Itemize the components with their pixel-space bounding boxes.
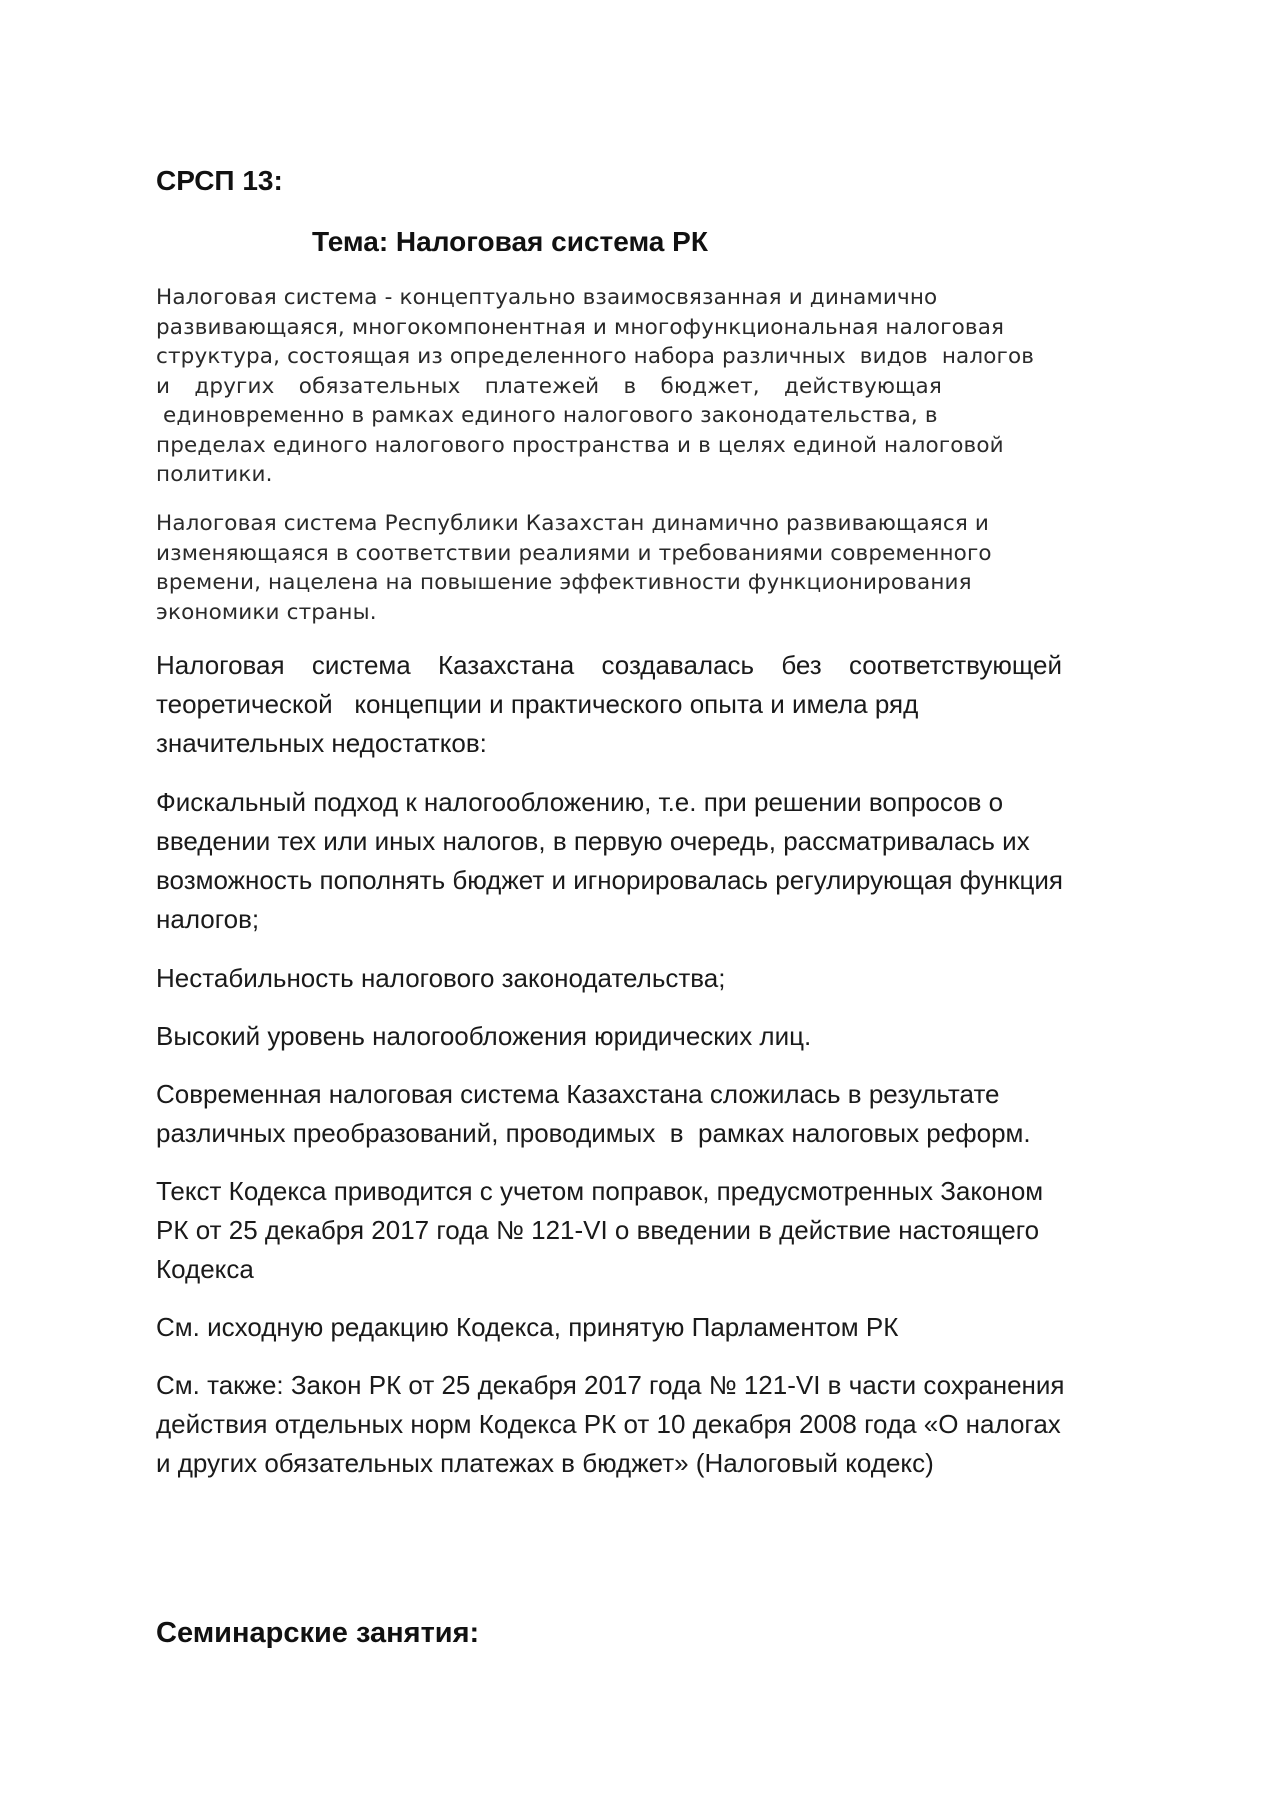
topic-heading: Тема: Налоговая система РК: [312, 226, 708, 257]
word: и: [156, 373, 171, 399]
word: действующая: [784, 373, 942, 399]
word: других: [194, 373, 275, 399]
definition-line: единовременно в рамках единого налогового законодательства, в: [156, 403, 938, 428]
paragraph-fiscal: [156, 783, 1156, 939]
paragraph-original-edition: См. исходную редакцию Кодекса, принятую Парламентом РК: [156, 1312, 899, 1342]
paragraph-creation: [156, 646, 1156, 763]
paragraph-line: действия отдельных норм Кодекса РК от 10 декабря 2008 года «О налогах: [156, 1409, 1061, 1439]
paragraph-line-justified: [156, 646, 1062, 685]
word: бюджет,: [660, 373, 760, 399]
word: в: [623, 373, 637, 399]
definition-line-justified: [156, 372, 942, 402]
paragraph-high-level: Высокий уровень налогообложения юридических лиц.: [156, 1021, 812, 1051]
seminar-heading: Семинарские занятия:: [156, 1617, 480, 1649]
srsp-heading: СРСП 13:: [156, 165, 283, 196]
rk-system-line: изменяющаяся в соответствии реалиями и требованиями современного: [156, 540, 992, 566]
paragraph-see-also: [156, 1366, 1156, 1483]
paragraph-line: различных преобразований, проводимых в рамках налоговых реформ.: [156, 1118, 1031, 1148]
word: платежей: [484, 373, 600, 399]
word: Казахстана: [437, 650, 575, 680]
paragraph-code-text: [156, 1172, 1156, 1289]
paragraph-line: Текст Кодекса приводится с учетом поправок, предусмотренных Законом: [156, 1176, 1044, 1206]
paragraph-instability: Нестабильность налогового законодательства;: [156, 963, 726, 993]
paragraph-line: возможность пополнять бюджет и игнорировалась регулирующая функция: [156, 865, 1063, 895]
word: Налоговая: [156, 650, 285, 680]
paragraph-line: См. также: Закон РК от 25 декабря 2017 года № 121-VI в части сохранения: [156, 1370, 1065, 1400]
word: создавалась: [601, 650, 755, 680]
word: обязательных: [298, 373, 461, 399]
definition-line: пределах единого налогового пространства и в целях единой налоговой: [156, 432, 1004, 458]
definition-line: структура, состоящая из определенного набора различных видов налогов: [156, 344, 1035, 369]
paragraph-line: РК от 25 декабря 2017 года № 121-VI о введении в действие настоящего: [156, 1215, 1040, 1245]
paragraph-line: Фискальный подход к налогообложению, т.е. при решении вопросов о: [156, 787, 1004, 817]
paragraph-modern: [156, 1075, 1156, 1153]
rk-system-line: экономики страны.: [156, 599, 377, 625]
rk-system-line: Налоговая система Республики Казахстан динамично развивающаяся и: [156, 511, 990, 536]
rk-system-paragraph: [156, 509, 1156, 627]
paragraph-line: значительных недостатков:: [156, 728, 487, 758]
definition-line: политики.: [156, 462, 273, 487]
word: без: [781, 650, 822, 680]
paragraph-line: введении тех или иных налогов, в первую очередь, рассматривалась их: [156, 826, 1030, 856]
paragraph-line: и других обязательных платежах в бюджет» (Налоговый кодекс): [156, 1448, 934, 1478]
definition-line: развивающаяся, многокомпонентная и многофункциональная налоговая: [156, 314, 1005, 340]
definition-line: Налоговая система - концептуально взаимосвязанная и динамично: [156, 285, 938, 310]
paragraph-line: теоретической концепции и практического опыта и имела ряд: [156, 689, 919, 719]
paragraph-line: налогов;: [156, 904, 260, 934]
rk-system-line: времени, нацелена на повышение эффективности функционирования: [156, 570, 972, 595]
word: система: [311, 650, 411, 680]
paragraph-line: Кодекса: [156, 1254, 254, 1284]
definition-paragraph: [156, 283, 1156, 490]
word: соответствующей: [848, 650, 1062, 680]
paragraph-line: Современная налоговая система Казахстана сложилась в результате: [156, 1079, 1000, 1109]
